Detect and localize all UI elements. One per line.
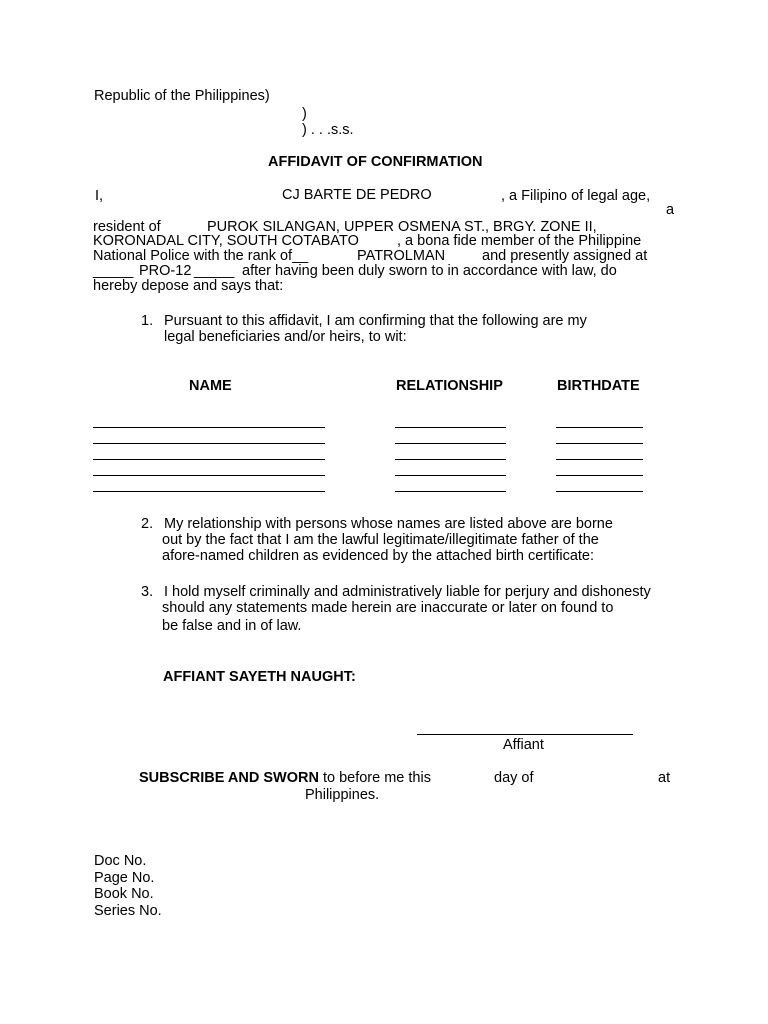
name-blank[interactable]: [93, 443, 325, 444]
jurat-rest: to before me this: [322, 770, 431, 786]
series-no: Series No.: [94, 903, 162, 919]
affiant-label: Affiant: [503, 737, 544, 753]
item-2-line-3: afore-named children as evidenced by the attached birth certificate:: [162, 548, 595, 564]
item-2-number: 2.: [141, 516, 154, 532]
intro-a: a: [666, 202, 675, 218]
assignment: PRO-12: [139, 263, 192, 279]
relationship-blank[interactable]: [395, 491, 506, 492]
name-blank[interactable]: [93, 427, 325, 428]
address-line-1: PUROK SILANGAN, UPPER OSMENA ST., BRGY. ZONE II,: [207, 219, 597, 235]
jurat-line: [139, 770, 431, 786]
item-3-line-3: be false and in of law.: [162, 618, 302, 634]
book-no: Book No.: [94, 886, 154, 902]
relationship-blank[interactable]: [395, 459, 506, 460]
affiant-sayeth-naught: AFFIANT SAYETH NAUGHT:: [163, 669, 356, 685]
jurat-day-of: day of: [494, 770, 534, 786]
intro-national-police: National Police with the rank of__: [93, 248, 309, 264]
item-2-line-2: out by the fact that I am the lawful legitimate/illegitimate father of the: [162, 532, 599, 548]
intro-sworn: after having been duly sworn to in accordance with law, do: [242, 263, 617, 279]
assignment-prefix: _____: [93, 263, 134, 279]
assignment-suffix: _____: [194, 263, 235, 279]
intro-filipino: , a Filipino of legal age,: [501, 188, 651, 204]
birthdate-blank[interactable]: [556, 459, 643, 460]
caption-ss: ) . . .s.s.: [302, 122, 354, 138]
intro-bona-fide: , a bona fide member of the Philippine: [397, 233, 642, 249]
name-blank[interactable]: [93, 491, 325, 492]
relationship-blank[interactable]: [395, 427, 506, 428]
rank: PATROLMAN: [357, 248, 446, 264]
jurat-bold: SUBSCRIBE AND SWORN: [139, 770, 319, 786]
intro-presently: and presently assigned at: [482, 248, 648, 264]
birthdate-blank[interactable]: [556, 475, 643, 476]
intro-depose: hereby depose and says that:: [93, 278, 284, 294]
item-2-line-1: My relationship with persons whose names are listed above are borne: [164, 516, 613, 532]
jurat-philippines: Philippines.: [305, 787, 380, 803]
intro-pronoun: I,: [95, 188, 104, 204]
intro-resident-of: resident of: [93, 219, 161, 235]
doc-no: Doc No.: [94, 853, 147, 869]
birthdate-blank[interactable]: [556, 443, 643, 444]
item-1-number: 1.: [141, 313, 154, 329]
jurat-at: at: [658, 770, 671, 786]
relationship-blank[interactable]: [395, 475, 506, 476]
item-3-line-2: should any statements made herein are inaccurate or later on found to: [162, 600, 614, 616]
relationship-blank[interactable]: [395, 443, 506, 444]
header-relationship: RELATIONSHIP: [396, 378, 503, 394]
item-1-line-2: legal beneficiaries and/or heirs, to wit:: [164, 329, 407, 345]
document-title: AFFIDAVIT OF CONFIRMATION: [268, 154, 483, 170]
item-1-line-1: Pursuant to this affidavit, I am confirming that the following are my: [164, 313, 587, 329]
header-birthdate: BIRTHDATE: [557, 378, 640, 394]
name-blank[interactable]: [93, 475, 325, 476]
item-3-number: 3.: [141, 584, 154, 600]
caption-paren: ): [302, 106, 307, 122]
page-no: Page No.: [94, 870, 155, 886]
name-blank[interactable]: [93, 459, 325, 460]
affiant-name: CJ BARTE DE PEDRO: [282, 187, 432, 203]
affiant-signature-line[interactable]: [417, 734, 633, 735]
birthdate-blank[interactable]: [556, 491, 643, 492]
republic-caption: Republic of the Philippines): [94, 88, 270, 104]
birthdate-blank[interactable]: [556, 427, 643, 428]
address-line-2: KORONADAL CITY, SOUTH COTABATO: [93, 233, 359, 249]
header-name: NAME: [189, 378, 232, 394]
item-3-line-1: I hold myself criminally and administratively liable for perjury and dishonesty: [164, 584, 651, 600]
